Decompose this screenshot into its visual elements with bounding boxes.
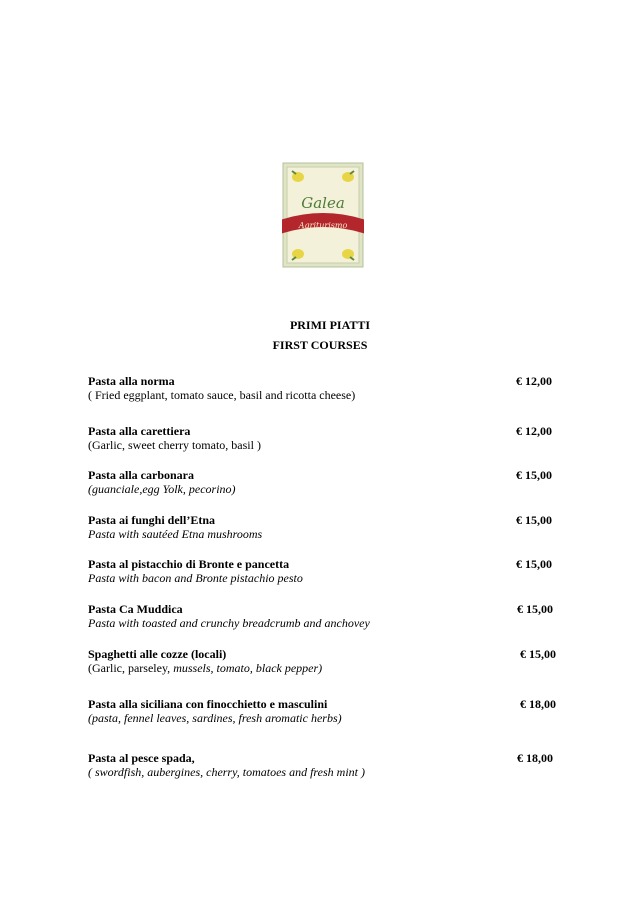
galea-logo [282,162,364,268]
menu-item [88,751,568,779]
logo-wordmark: Galea [301,194,345,212]
dish-description: (Garlic, sweet cherry tomato, basil ) [88,438,261,452]
menu-item [88,557,568,585]
logo-ribbon-text: Agriturismo [298,221,348,230]
dish-name: Pasta alla carbonara [88,468,194,482]
dish-description: (pasta, fennel leaves, sardines, fresh aromatic herbs) [88,711,342,725]
menu-item [88,697,568,725]
dish-description: Pasta with sautéed Etna mushrooms [88,527,263,541]
dish-name: Pasta ai funghi dell’Etna [88,513,216,527]
menu-item [88,513,568,541]
dish-name: Pasta alla siciliana con finocchietto e masculini [88,697,328,711]
dish-price: € 18,00 [520,697,556,711]
dish-description: (guanciale,egg Yolk, pecorino) [88,482,236,496]
dish-price: € 15,00 [520,647,556,661]
dish-price: € 18,00 [517,751,553,765]
dish-price: € 15,00 [516,513,552,527]
dish-price: € 15,00 [516,557,552,571]
dish-description-plain: (Garlic, parseley, [88,661,174,675]
dish-name: Pasta Ca Muddica [88,602,183,616]
dish-name: Spaghetti alle cozze (locali) [88,647,227,661]
dish-price: € 12,00 [516,424,552,438]
dish-description: ( swordfish, aubergines, cherry, tomatoes and fresh mint ) [88,765,365,779]
section-subtitle: FIRST COURSES [272,338,368,352]
dish-description: Pasta with toasted and crunchy breadcrumb and anchovey [88,616,370,630]
dish-name: Pasta alla carettiera [88,424,191,438]
dish-price: € 12,00 [516,374,552,388]
section-title: PRIMI PIATTI [289,318,371,332]
dish-name: Pasta al pistacchio di Bronte e pancetta [88,557,290,571]
menu-item [88,468,568,496]
dish-price: € 15,00 [517,602,553,616]
dish-name: Pasta alla norma [88,374,175,388]
menu-item [88,647,568,675]
dish-name: Pasta al pesce spada, [88,751,195,765]
dish-description: Pasta with bacon and Bronte pistachio pesto [88,571,303,585]
dish-description: ( Fried eggplant, tomato sauce, basil and ricotta cheese) [88,388,356,402]
menu-item [88,424,568,452]
dish-description [88,661,568,675]
menu-item [88,602,568,630]
dish-price: € 15,00 [516,468,552,482]
menu-item [88,374,568,402]
dish-description-italic: mussels, tomato, black pepper) [173,661,323,675]
